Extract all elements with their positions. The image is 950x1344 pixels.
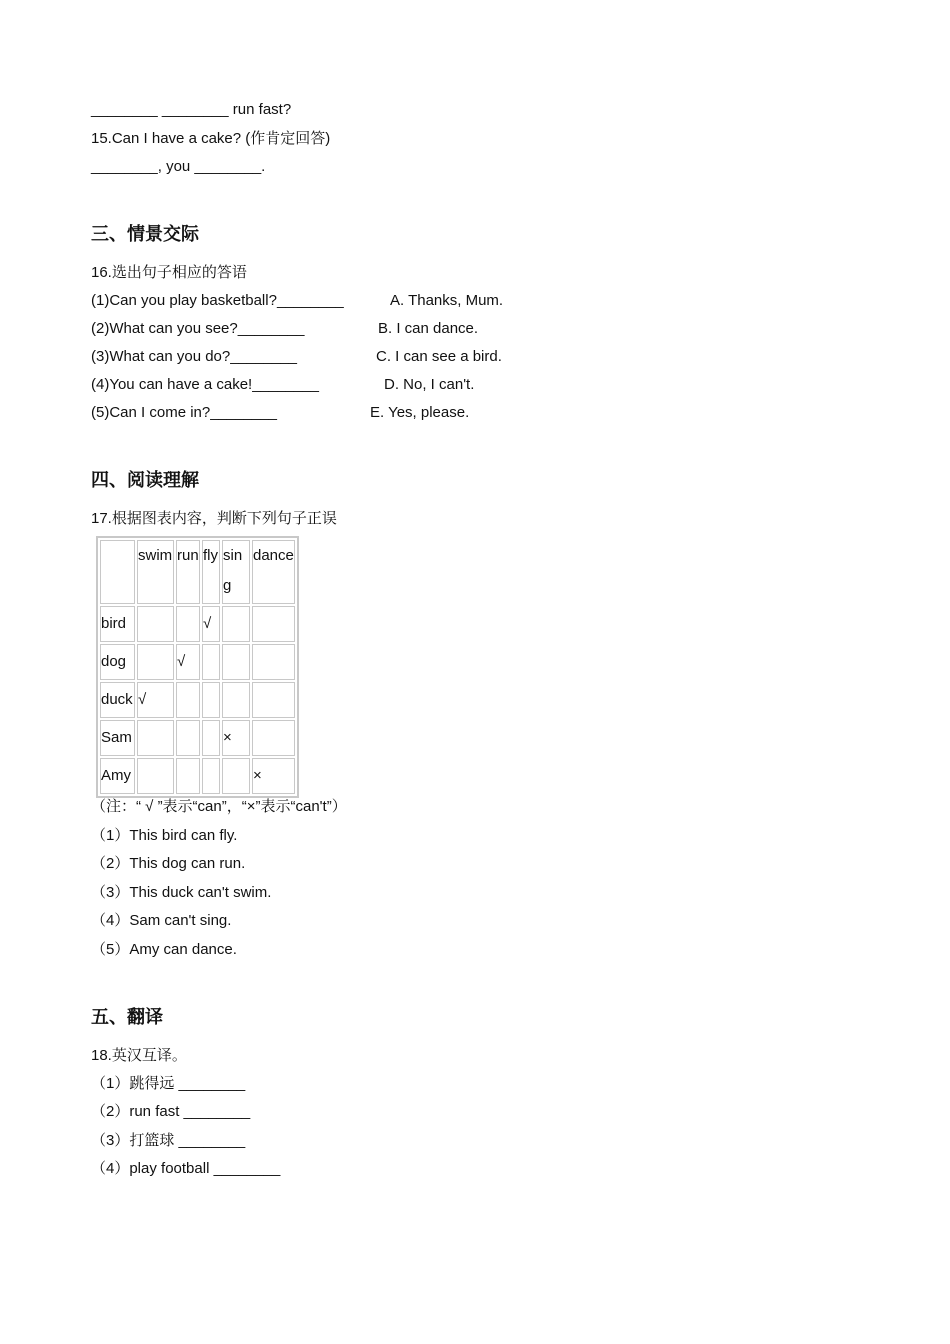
table-header-cell — [100, 540, 135, 604]
q18-item-3: （3）打篮球 ________ — [91, 1132, 246, 1149]
table-cell — [176, 682, 200, 718]
table-cell: bird — [100, 606, 135, 642]
table-cell — [252, 720, 295, 756]
table-cell — [202, 644, 220, 680]
q16-option-b: B. I can dance. — [378, 320, 479, 337]
q16-item-3: (3)What can you do?________ — [91, 348, 297, 365]
table-cell — [176, 758, 200, 794]
section4-heading: 四、阅读理解 — [91, 470, 199, 491]
section3-heading: 三、情景交际 — [91, 224, 199, 245]
section5-heading: 五、翻译 — [91, 1007, 163, 1028]
q15-prompt: 15.Can I have a cake? (作肯定回答) — [91, 130, 331, 147]
table-row — [100, 758, 295, 794]
table-cell — [252, 606, 295, 642]
table-header-cell: fly — [202, 540, 220, 604]
q16-option-a: A. Thanks, Mum. — [390, 292, 504, 309]
table-cell: × — [252, 758, 295, 794]
q18-prompt: 18.英汉互译。 — [91, 1047, 187, 1064]
table-cell: √ — [202, 606, 220, 642]
table-header-cell: sing — [222, 540, 250, 604]
table-row — [100, 606, 295, 642]
q17-statement-5: （5）Amy can dance. — [91, 941, 237, 958]
table-cell — [202, 720, 220, 756]
table-row — [100, 720, 295, 756]
table-cell: dog — [100, 644, 135, 680]
q16-option-e: E. Yes, please. — [370, 404, 470, 421]
q17-statement-4: （4）Sam can't sing. — [91, 912, 232, 929]
q16-item-4: (4)You can have a cake!________ — [91, 376, 319, 393]
q16-option-c: C. I can see a bird. — [376, 348, 502, 365]
table-header-cell: run — [176, 540, 200, 604]
q16-item-1: (1)Can you play basketball?________ — [91, 292, 344, 309]
q18-item-4: （4）play football ________ — [91, 1160, 281, 1177]
table-header-cell: swim — [137, 540, 174, 604]
table-cell — [222, 758, 250, 794]
table-cell — [137, 758, 174, 794]
table-cell — [137, 606, 174, 642]
q17-statement-3: （3）This duck can't swim. — [91, 884, 272, 901]
q18-item-2: （2）run fast ________ — [91, 1103, 251, 1120]
table-cell — [202, 682, 220, 718]
table-cell — [137, 644, 174, 680]
table-cell — [222, 644, 250, 680]
table-cell — [252, 682, 295, 718]
table-row — [100, 644, 295, 680]
q17-statement-1: （1）This bird can fly. — [91, 827, 238, 844]
table-cell — [202, 758, 220, 794]
table-cell — [222, 606, 250, 642]
table-cell: duck — [100, 682, 135, 718]
q15-answer: ________, you ________. — [91, 158, 266, 175]
table-cell — [137, 720, 174, 756]
table-cell: √ — [137, 682, 174, 718]
q16-item-5: (5)Can I come in?________ — [91, 404, 277, 421]
table-cell: Sam — [100, 720, 135, 756]
q17-prompt: 17.根据图表内容，判断下列句子正误 — [91, 510, 337, 527]
table-cell: √ — [176, 644, 200, 680]
table-cell: Amy — [100, 758, 135, 794]
ability-table — [96, 536, 299, 798]
q14-tail: ________ ________ run fast? — [91, 101, 292, 118]
table-header-cell: dance — [252, 540, 295, 604]
q16-option-d: D. No, I can't. — [384, 376, 475, 393]
table-cell: × — [222, 720, 250, 756]
table-cell — [252, 644, 295, 680]
table-row — [100, 682, 295, 718]
q18-item-1: （1）跳得远 ________ — [91, 1075, 246, 1092]
table-note: （注：“ √ ”表示“can”，“×”表示“can't”） — [91, 798, 347, 815]
q16-prompt: 16.选出句子相应的答语 — [91, 264, 247, 281]
q17-statement-2: （2）This dog can run. — [91, 855, 246, 872]
table-cell — [222, 682, 250, 718]
table-header-row — [100, 540, 295, 604]
table-cell — [176, 606, 200, 642]
q16-item-2: (2)What can you see?________ — [91, 320, 305, 337]
table-cell — [176, 720, 200, 756]
